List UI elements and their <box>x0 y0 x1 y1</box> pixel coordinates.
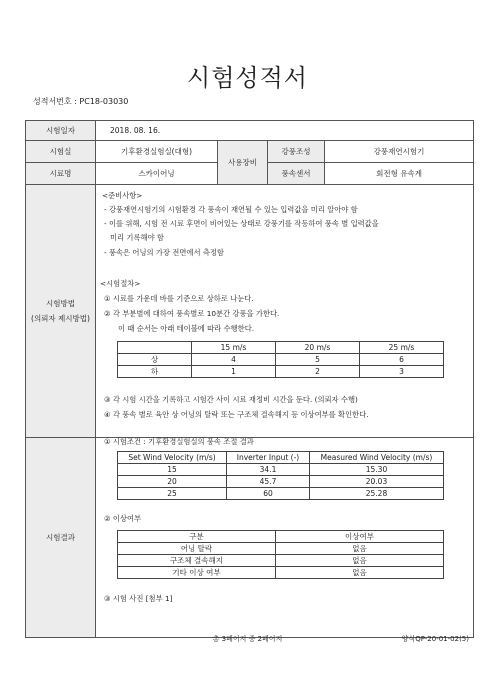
order-cell: 2 <box>276 366 360 378</box>
method-label-cell <box>26 185 96 438</box>
anemometer-value: 회전형 유속계 <box>325 163 474 185</box>
proc-step-1: ① 시료를 가운데 바를 기준으로 상하로 나눈다. <box>104 294 254 303</box>
cond-cell: 20.03 <box>310 476 444 488</box>
order-cell: 상 <box>118 354 192 366</box>
lab-label: 시험실 <box>26 141 96 163</box>
proc-step-4: ④ 각 풍속 별로 육안 상 어닝의 탈락 또는 구조체 결속해지 등 이상여부를 확인한다. <box>104 410 369 419</box>
proc-step-2b: 이 때 순서는 아래 테이블에 따라 수행한다. <box>118 324 255 333</box>
order-cell: 1 <box>192 366 276 378</box>
abn-cell: 없음 <box>276 567 444 579</box>
proc-step-3: ③ 각 시험 시간을 기록하고 시험간 사이 시료 재정비 시간을 둔다. (의뢰자 수행) <box>104 395 358 404</box>
equipment-label: 사용장비 <box>218 141 268 185</box>
prep-line-3: 미리 기록해야 함 <box>110 233 164 242</box>
prep-line-1: - 강풍재연시험기의 시험환경 각 풍속이 재연될 수 있는 입력값을 미리 알아야 함 <box>104 205 358 214</box>
abnormality-table <box>117 530 444 579</box>
table-row <box>118 567 444 579</box>
document-title: 시험성적서 <box>187 64 308 92</box>
prep-line-4: - 풍속은 어닝의 가장 전면에서 측정함 <box>104 248 224 257</box>
cond-cell: 15.30 <box>310 464 444 476</box>
abn-cell: 구조체 결속해지 <box>118 555 276 567</box>
sample-label: 시료명 <box>26 163 96 185</box>
cond-cell: 34.1 <box>227 464 310 476</box>
order-header: 25 m/s <box>360 342 444 354</box>
cond-cell: 25.28 <box>310 488 444 500</box>
test-date-label: 시험일자 <box>26 121 96 141</box>
result-label: 시험결과 <box>26 438 96 638</box>
cond-cell: 25 <box>118 488 227 500</box>
cond-cell: 60 <box>227 488 310 500</box>
prep-line-2: - 이를 위해, 시험 전 시료 후면이 비어있는 상태로 강풍기를 작동하여 풍속 별 입력값을 <box>104 219 379 228</box>
cond-cell: 45.7 <box>227 476 310 488</box>
table-row <box>118 555 444 567</box>
proc-step-2: ② 각 부분별에 대하여 풍속별로 10분간 강풍을 가한다. <box>104 309 280 318</box>
cond-header-cell: Set Wind Velocity (m/s) <box>118 452 227 464</box>
photo-reference: ③ 시험 사진 [첨부 1] <box>104 594 173 603</box>
certificate-number: 성적서번호 : PC18-03030 <box>33 97 129 106</box>
table-row <box>118 366 444 378</box>
abn-header-cell: 이상여부 <box>276 531 444 543</box>
page-number: 총 3페이지 중 2페이지 <box>212 635 283 643</box>
table-row <box>118 476 444 488</box>
abn-cell: 없음 <box>276 555 444 567</box>
order-cell: 하 <box>118 366 192 378</box>
order-header: 15 m/s <box>192 342 276 354</box>
abn-cell: 어닝 탈락 <box>118 543 276 555</box>
abn-header-cell: 구분 <box>118 531 276 543</box>
abn-cell: 없음 <box>276 543 444 555</box>
condition-table <box>117 451 444 500</box>
test-date-value: 2018. 08. 16. <box>96 121 474 141</box>
order-cell: 3 <box>360 366 444 378</box>
order-header: 20 m/s <box>276 342 360 354</box>
order-header <box>118 342 192 354</box>
order-cell: 5 <box>276 354 360 366</box>
cond-cell: 20 <box>118 476 227 488</box>
anemometer-label: 풍속센서 <box>268 163 325 185</box>
abn-cell: 기타 이상 여부 <box>118 567 276 579</box>
sample-value: 스카이어닝 <box>96 163 218 185</box>
order-cell: 4 <box>192 354 276 366</box>
table-row <box>118 488 444 500</box>
table-row <box>118 354 444 366</box>
abn-header: ② 이상여부 <box>104 514 142 523</box>
method-label: 시험방법 <box>46 299 75 308</box>
prep-header: <준비사항> <box>102 191 143 200</box>
table-row <box>118 543 444 555</box>
lab-value: 기후환경실험실(대형) <box>96 141 218 163</box>
cond-cell: 15 <box>118 464 227 476</box>
table-row <box>118 464 444 476</box>
method-sublabel: (의뢰자 제시방법) <box>31 314 90 323</box>
wind-generator-label: 강풍조성 <box>268 141 325 163</box>
order-cell: 6 <box>360 354 444 366</box>
cond-header-cell: Measured Wind Velocity (m/s) <box>310 452 444 464</box>
proc-header: <시험절차> <box>100 279 141 288</box>
wind-generator-value: 강풍재연시험기 <box>325 141 474 163</box>
cond-header-cell: Inverter Input (-) <box>227 452 310 464</box>
form-code: 양식QP-20-01-02(5) <box>401 635 469 643</box>
order-table <box>117 341 444 378</box>
cond-header: ① 시험조건 : 기후환경실험실의 풍속 조절 결과 <box>104 437 254 446</box>
